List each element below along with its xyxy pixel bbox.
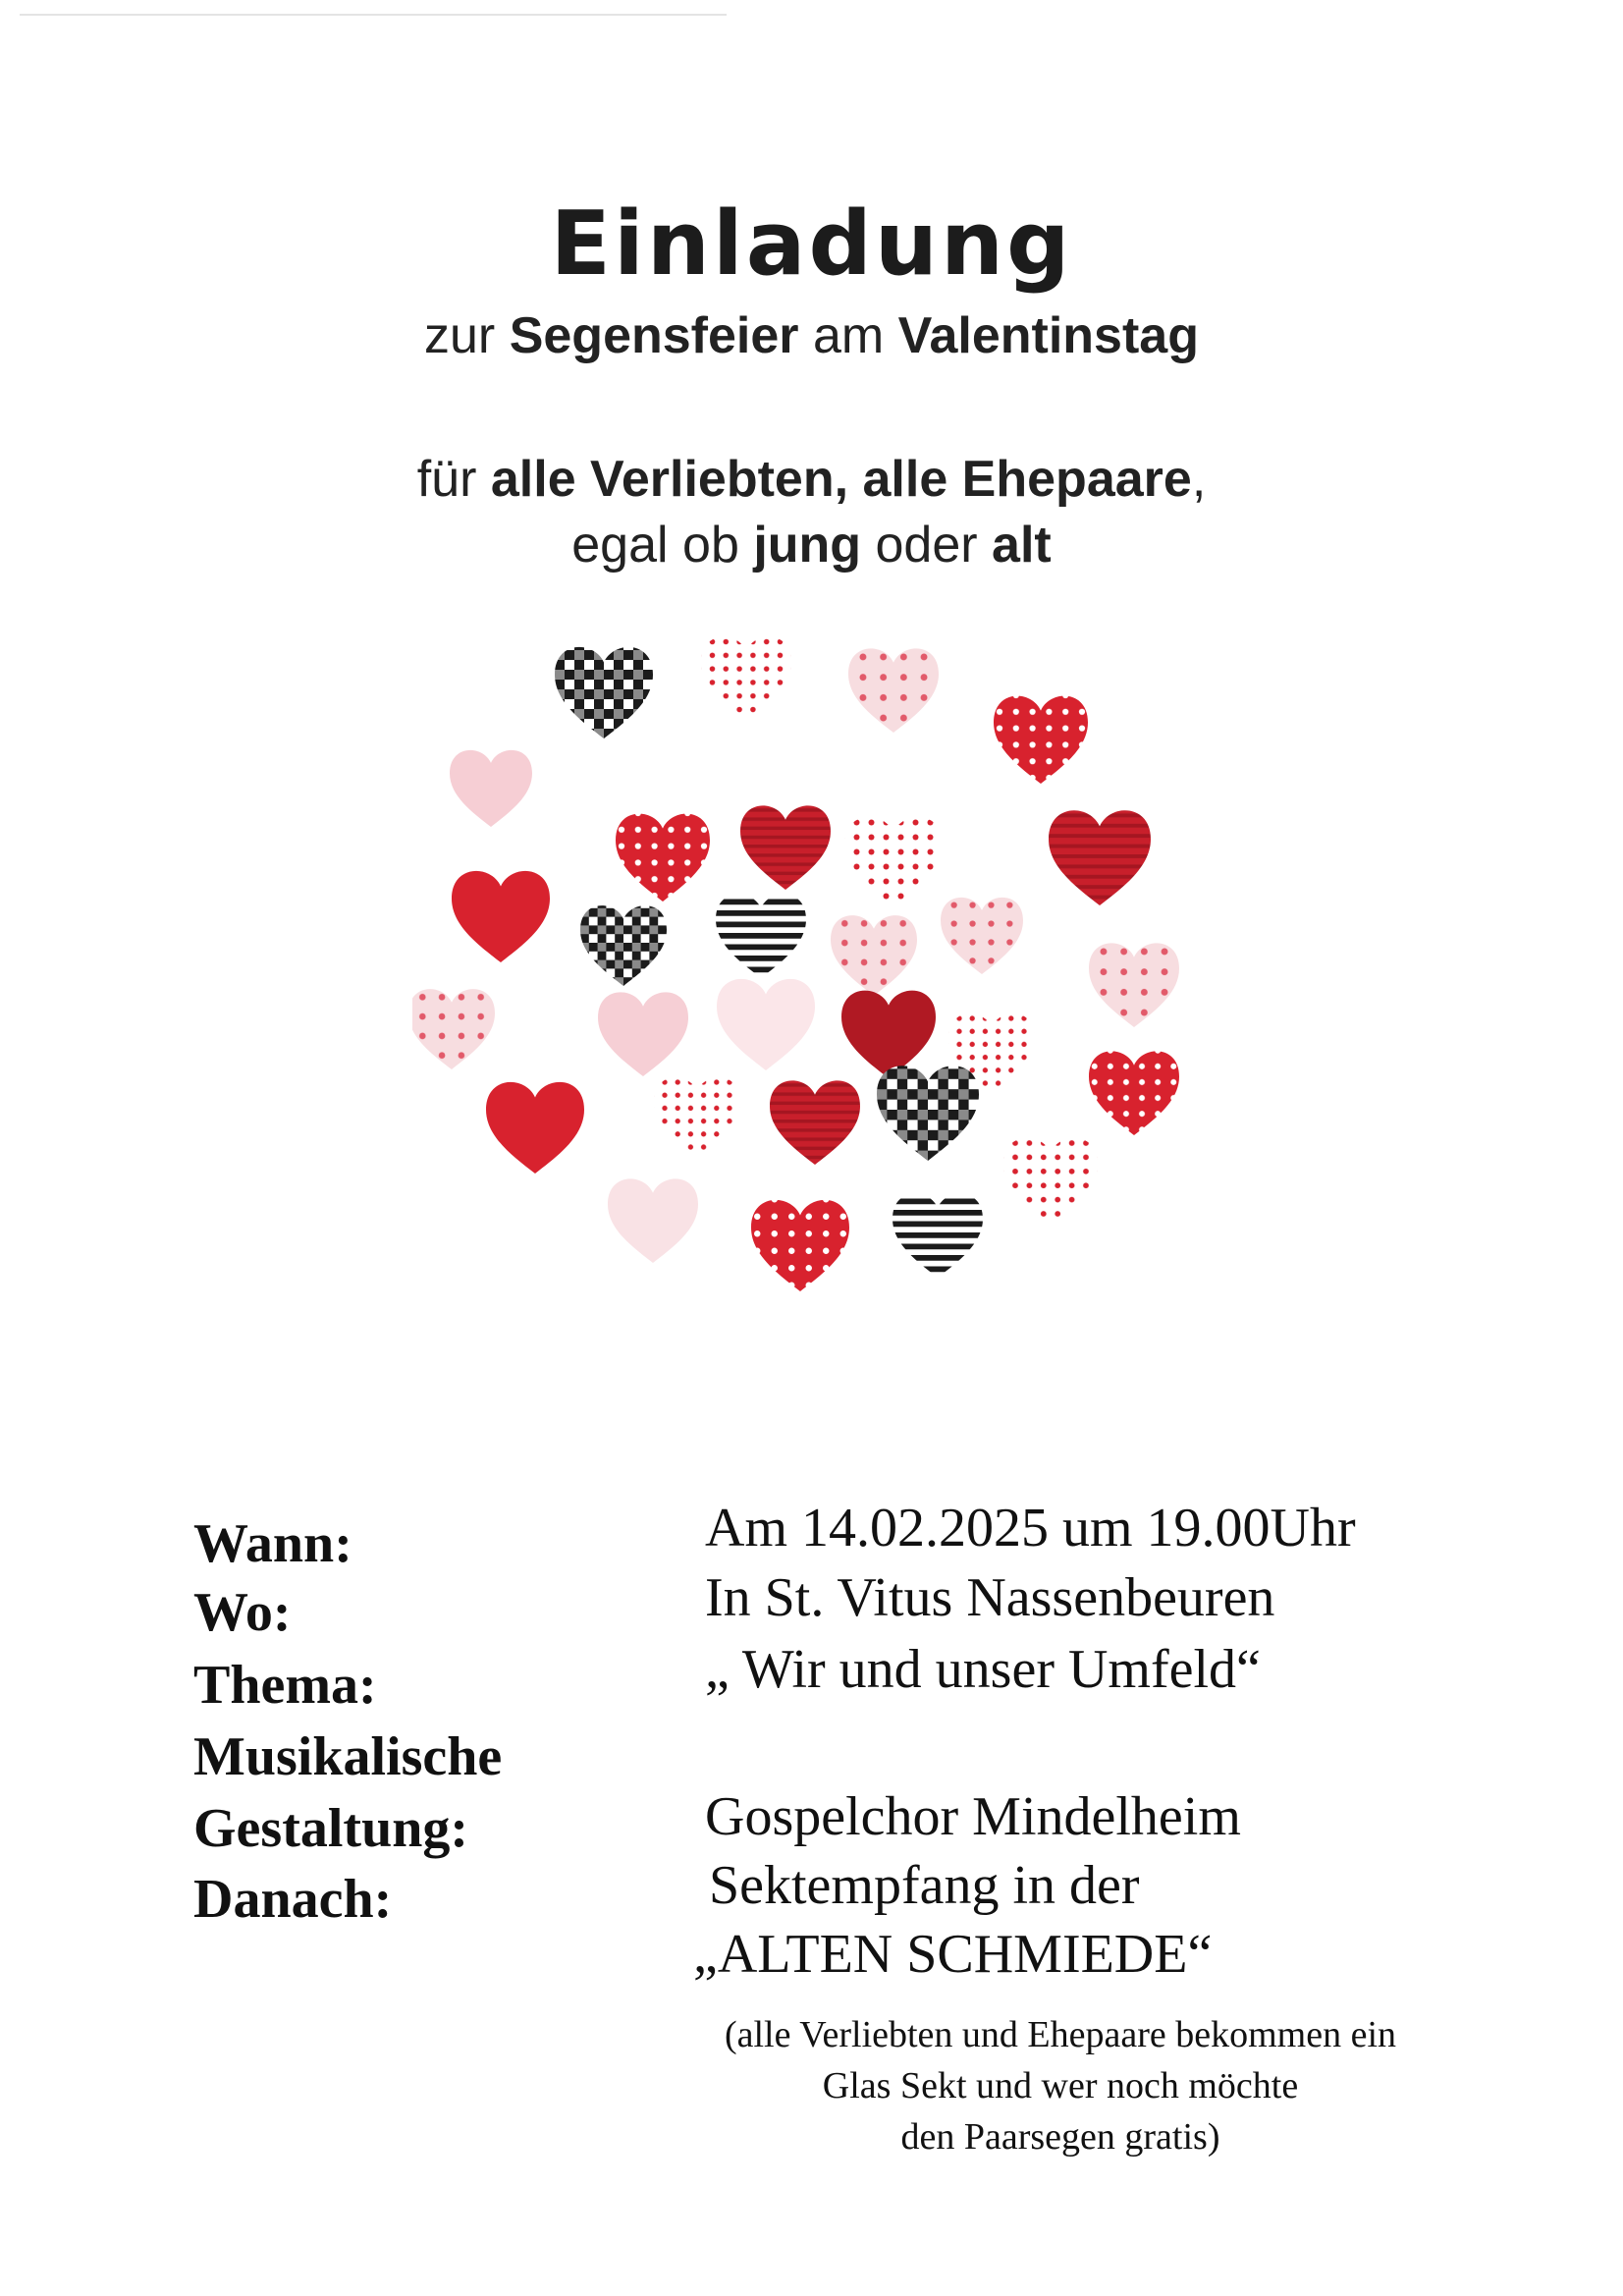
audience-line-2 xyxy=(0,516,1623,574)
value-wann: Am 14.02.2025 um 19.00Uhr xyxy=(705,1498,1356,1558)
audience-young: jung xyxy=(753,517,862,574)
subtitle-part: am xyxy=(798,307,898,364)
heart-shape xyxy=(486,1082,584,1174)
label-gestaltung: Gestaltung: xyxy=(193,1798,468,1859)
heart-shape xyxy=(994,696,1088,784)
audience-line-1 xyxy=(0,450,1623,509)
heart-shape xyxy=(701,636,791,721)
value-gestaltung: Gospelchor Mindelheim xyxy=(705,1786,1241,1847)
heart-shape xyxy=(716,894,806,978)
label-thema: Thema: xyxy=(193,1655,377,1716)
label-musikalische: Musikalische xyxy=(193,1726,503,1787)
heart-shape xyxy=(412,989,495,1069)
value-danach: Sektempfang in der xyxy=(709,1855,1140,1916)
audience-part: für xyxy=(416,451,491,508)
heart-shape xyxy=(893,1193,983,1278)
subtitle-part: zur xyxy=(424,307,510,364)
heart-shape xyxy=(598,992,688,1076)
subtitle-event: Segensfeier xyxy=(509,307,799,364)
heart-shape xyxy=(452,871,550,962)
value-thema: „ Wir und unser Umfeld“ xyxy=(705,1639,1261,1700)
heart-shape xyxy=(831,915,917,996)
heart-shape xyxy=(450,750,532,827)
heart-shape xyxy=(608,1178,698,1263)
audience-part: oder xyxy=(861,517,993,574)
heart-shape xyxy=(740,805,831,890)
heart-shape xyxy=(717,979,815,1070)
audience-emphasis: alle Verliebten, alle Ehepaare xyxy=(490,451,1192,508)
heart-shape xyxy=(616,814,710,902)
label-wo: Wo: xyxy=(193,1582,292,1643)
note-line-1: (alle Verliebten und Ehepaare bekommen ein xyxy=(724,2014,1397,2055)
subtitle-day: Valentinstag xyxy=(897,307,1199,364)
label-wann: Wann: xyxy=(193,1513,352,1574)
heart-shape xyxy=(654,1077,740,1158)
heart-shape xyxy=(1049,810,1151,905)
heart-shape xyxy=(555,647,653,738)
heart-shape xyxy=(877,1066,979,1161)
audience-part: egal ob xyxy=(571,517,754,574)
heart-shape xyxy=(844,817,943,908)
heart-shape xyxy=(841,991,936,1078)
label-danach: Danach: xyxy=(193,1869,393,1930)
heart-shape xyxy=(580,905,667,986)
audience-part: , xyxy=(1191,451,1207,508)
scan-edge-line xyxy=(20,14,727,16)
heart-shape xyxy=(1089,943,1179,1027)
note-line-2: Glas Sekt und wer noch möchte xyxy=(822,2065,1299,2106)
heart-shape xyxy=(770,1080,860,1165)
value-wo: In St. Vitus Nassenbeuren xyxy=(705,1567,1275,1628)
audience-old: alt xyxy=(992,517,1052,574)
invitation-title: Einladung xyxy=(550,192,1073,296)
subtitle xyxy=(0,306,1623,365)
heart-shape xyxy=(1003,1138,1098,1226)
heart-shape xyxy=(848,648,939,733)
heart-shape xyxy=(1089,1051,1179,1135)
note-line-3: den Paarsegen gratis) xyxy=(900,2116,1220,2158)
heart-shape xyxy=(751,1200,849,1291)
value-alten-schmiede: „ALTEN SCHMIEDE“ xyxy=(693,1924,1213,1985)
hearts-collage-image xyxy=(412,629,1276,1355)
heart-shape xyxy=(941,898,1023,974)
